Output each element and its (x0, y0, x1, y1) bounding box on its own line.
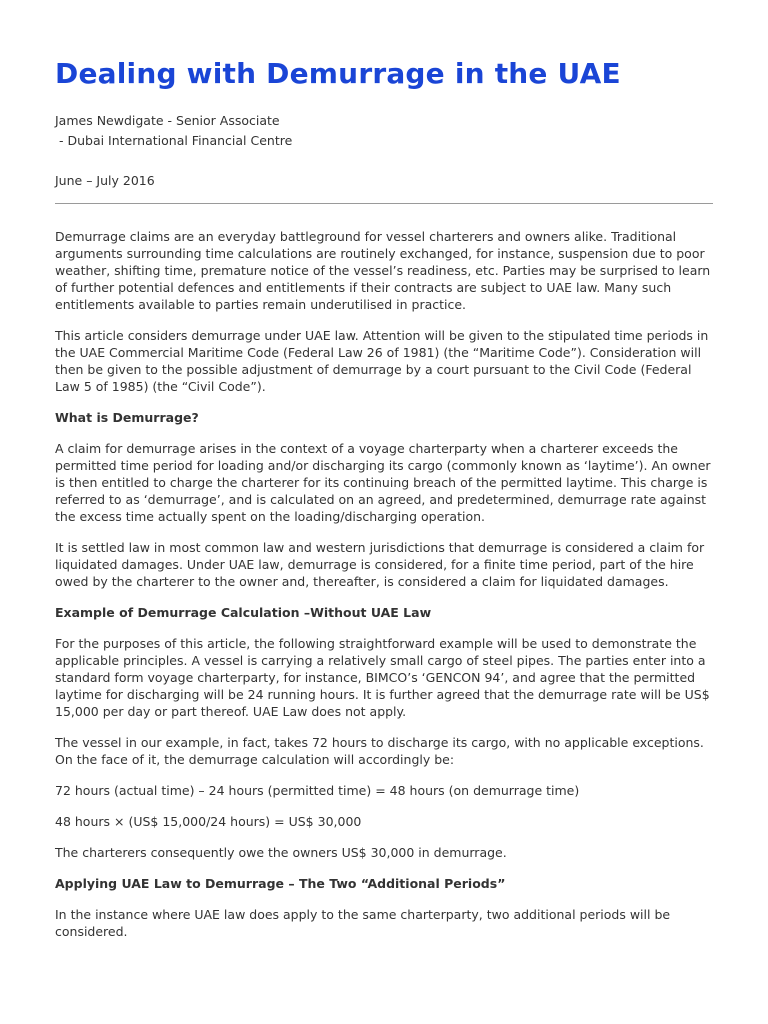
publication-date: June – July 2016 (55, 173, 155, 188)
heading-additional-periods: Applying UAE Law to Demurrage – The Two “Additional Periods” (55, 876, 506, 891)
calculation-line-2: 48 hours × (US$ 15,000/24 hours) = US$ 30,000 (55, 814, 362, 829)
author-name-role: James Newdigate - Senior Associate (55, 113, 280, 128)
header-divider (55, 203, 713, 204)
heading-what-is-demurrage: What is Demurrage? (55, 410, 199, 425)
paragraph-settled-law: It is settled law in most common law and western jurisdictions that demurrage is considered a claim for liquidated damages. Under UAE law, demurrage is considered, for a finite time period, part of the hire owed by the charterer to the owner and, thereafter, is considered a claim for liquidated damages. (55, 540, 705, 589)
paragraph-result: The charterers consequently owe the owners US$ 30,000 in demurrage. (55, 845, 507, 860)
paragraph-example-vessel: The vessel in our example, in fact, takes 72 hours to discharge its cargo, with no applicable exceptions. On the face of it, the demurrage calculation will accordingly be: (55, 735, 704, 767)
calculation-line-1: 72 hours (actual time) – 24 hours (permitted time) = 48 hours (on demurrage time) (55, 783, 580, 798)
article-body (55, 228, 717, 940)
paragraph-definition: A claim for demurrage arises in the context of a voyage charterparty when a charterer exceeds the permitted time period for loading and/or discharging its cargo (commonly known as ‘laytime’). An owner is then entitled to charge the charterer for its continuing breach of the permitted laytime. This charge is referred to as ‘demurrage’, and is calculated on an agreed, and predetermined, demurrage rate against the excess time actually spent on the loading/discharging operation. (55, 441, 711, 524)
paragraph-uae-law-applies: In the instance where UAE law does apply to the same charterparty, two additional periods will be considered. (55, 907, 671, 939)
article-title: Dealing with Demurrage in the UAE (55, 57, 621, 90)
author-office: - Dubai International Financial Centre (55, 133, 293, 148)
heading-example-calculation: Example of Demurrage Calculation –Without UAE Law (55, 605, 432, 620)
paragraph-intro: Demurrage claims are an everyday battleground for vessel charterers and owners alike. Traditional arguments surrounding time calculations are routinely exchanged, for instance, suspension due to poor weather, shifting time, premature notice of the vessel’s readiness, etc. Parties may be surprised to learn of further potential defences and entitlements if their contracts are subject to UAE law. Many such entitlements available to parties remain underutilised in practice. (55, 229, 711, 312)
author-block (55, 111, 713, 151)
paragraph-scope: This article considers demurrage under UAE law. Attention will be given to the stipulated time periods in the UAE Commercial Maritime Code (Federal Law 26 of 1981) (the “Maritime Code”). Consideration will then be given to the possible adjustment of demurrage by a court pursuant to the Civil Code (Federal Law 5 of 1985) (the “Civil Code”). (55, 328, 709, 394)
paragraph-example-setup: For the purposes of this article, the following straightforward example will be used to demonstrate the applicable principles. A vessel is carrying a relatively small cargo of steel pipes. The parties enter into a standard form voyage charterparty, for instance, BIMCO’s ‘GENCON 94’, and agree that the permitted laytime for discharging will be 24 running hours. It is further agreed that the demurrage rate will be US$ 15,000 per day or part thereof. UAE Law does not apply. (55, 636, 710, 719)
